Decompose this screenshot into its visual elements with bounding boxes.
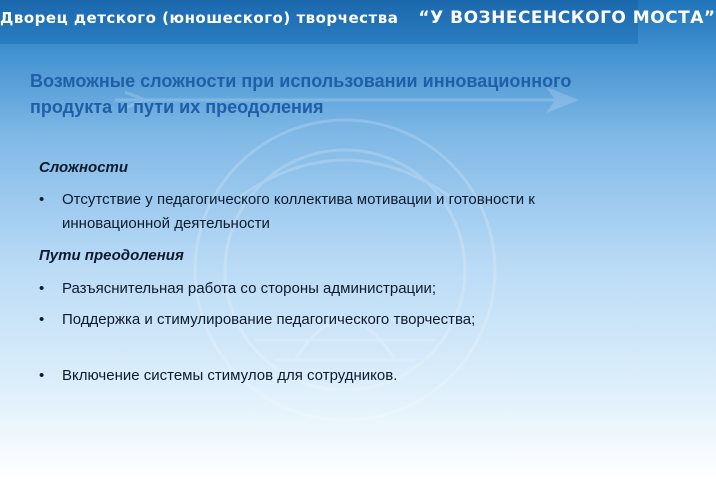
solution-text: Разъяснительная работа со стороны администрации; — [62, 280, 437, 297]
list-item — [39, 277, 599, 301]
solutions-heading: Пути преодоления — [39, 247, 184, 264]
bullet-icon: • — [39, 191, 45, 208]
list-item — [39, 308, 599, 332]
organization-name: Дворец детского (юношеского) творчества — [0, 9, 399, 27]
solution-text: Включение системы стимулов для сотрудников. — [62, 367, 398, 384]
difficulties-heading: Сложности — [39, 159, 129, 176]
bullet-icon: • — [39, 311, 45, 328]
difficulty-text: Отсутствие у педагогического коллектива мотивации и готовности к инновационной деятельности — [62, 191, 535, 232]
slide-title: Возможные сложности при использовании инновационного продукта и пути их преодоления — [30, 71, 572, 117]
bullet-icon: • — [39, 367, 45, 384]
list-item — [39, 364, 599, 388]
organization-header — [0, 8, 716, 28]
organization-motto: “У ВОЗНЕСЕНСКОГО МОСТА” — [418, 8, 716, 28]
list-item — [39, 188, 599, 236]
solution-text: Поддержка и стимулирование педагогического творчества; — [62, 311, 476, 328]
bullet-icon: • — [39, 280, 45, 297]
